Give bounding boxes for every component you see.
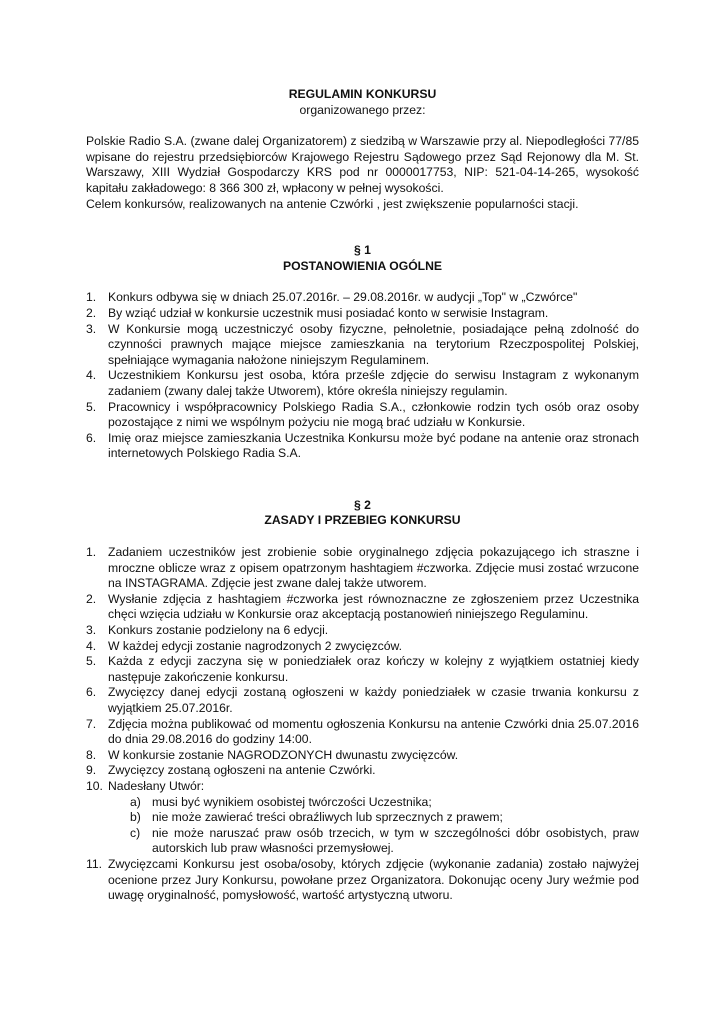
section-1-list <box>86 290 639 462</box>
list-item-text: Imię oraz miejsce zamieszkania Uczestnika Konkursu może być podane na antenie oraz stronach internetowych Polskiego Radia S.A. <box>108 430 639 461</box>
list-number: 9. <box>86 763 97 778</box>
intro-purpose-paragraph: Celem konkursów, realizowanych na antenie Czwórki , jest zwiększenie popularności stacji. <box>86 196 579 211</box>
list-item <box>86 545 639 592</box>
list-item-text: Pracownicy i współpracownicy Polskiego Radia S.A., członkowie rodzin tych osób oraz osoby pozostające z nimi we wspólnym pożyciu nie mogą brać udziału w Konkursie. <box>108 399 639 430</box>
sub-list-item <box>108 826 639 857</box>
section-2-number: § 2 <box>354 497 371 512</box>
sub-list-item <box>108 795 639 811</box>
list-item <box>86 592 639 623</box>
list-item <box>86 857 639 904</box>
list-number: 5. <box>86 654 97 669</box>
list-number: 1. <box>86 545 97 560</box>
section-2-list <box>86 545 639 904</box>
sub-list-letter: c) <box>130 825 141 840</box>
list-number: 3. <box>86 623 97 638</box>
sub-list-item <box>108 810 639 826</box>
list-item <box>86 322 639 369</box>
list-item-text: Uczestnikiem Konkursu jest osoba, która prześle zdjęcie do serwisu Instagram z wykonanym zadaniem (zwany dalej także Utworem), które określa niniejszy regulamin. <box>108 368 639 398</box>
document-subtitle: organizowanego przez: <box>299 102 426 117</box>
list-item <box>86 717 639 748</box>
list-number: 5. <box>86 399 97 414</box>
list-item <box>86 306 639 322</box>
list-item-text: Zwycięzcy zostaną ogłoszeni na antenie Czwórki. <box>108 763 376 778</box>
section-1-number: § 1 <box>354 243 371 258</box>
list-item-text: Zadaniem uczestników jest zrobienie sobie oryginalnego zdjęcia pokazującego ich straszne i mroczne oblicze wraz z opisem opatrzonym hashtagiem #czworka. Zdjęcie musi zostać wrzucone na INSTAGRAMA. Zdjęcie jest zwane dalej także utworem. <box>108 545 639 591</box>
list-item <box>86 290 639 306</box>
list-item-text: W Konkursie mogą uczestniczyć osoby fizyczne, pełnoletnie, posiadające pełną zdolność do czynności prawnych mające miejsce zamieszkania na terytorium Rzeczpospolitej Polskiej, spełniające wymagania nałożone niniejszym Regulaminem. <box>108 321 639 367</box>
list-item-text: Konkurs odbywa się w dniach 25.07.2016r. – 29.08.2016r. w audycji „Top" w „Czwórce" <box>108 290 578 305</box>
sub-list-item-text: nie może naruszać praw osób trzecich, w tym w szczególności dóbr osobistych, praw autorskich lub praw własności przemysłowej. <box>152 825 639 856</box>
list-number: 4. <box>86 368 97 383</box>
list-item <box>86 623 639 639</box>
list-item-text: Wysłanie zdjęcia z hashtagiem #czworka jest równoznaczne ze zgłoszeniem przez Uczestnika chęci wzięcia udziału w Konkursie oraz akceptacją postanowień niniejszego Regulaminu. <box>108 591 639 622</box>
sub-list <box>108 795 639 857</box>
list-item-text: W konkursie zostanie NAGRODZONYCH dwunastu zwycięzców. <box>108 747 459 762</box>
list-number: 1. <box>86 290 97 305</box>
list-item <box>86 400 639 431</box>
intro-organizer-paragraph: Polskie Radio S.A. (zwane dalej Organizatorem) z siedzibą w Warszawie przy al. Niepodległości 77/85 wpisane do rejestru przedsiębiorców Krajowego Rejestru Sądowego przez Sąd Rejonowy dla M. St. Warszawy, XIII Wydział Gospodarczy KRS pod nr 0000017753, NIP: 521-04-14-265, wysokość kapitału zakładowego: 8 366 300 zł, wpłacony w pełnej wysokości. <box>86 134 639 195</box>
list-number: 6. <box>86 685 97 700</box>
list-number: 10. <box>86 778 103 793</box>
list-number: 3. <box>86 321 97 336</box>
list-item <box>86 654 639 685</box>
document-page <box>86 87 639 904</box>
list-item <box>86 685 639 716</box>
list-item-text: Zwycięzcami Konkursu jest osoba/osoby, których zdjęcie (wykonanie zadania) zostało najwyżej ocenione przez Jury Konkursu, powołane przez Organizatora. Dokonując oceny Jury weźmie pod uwagę oryginalność, pomysłowość, wartość artystyczną utworu. <box>108 856 639 903</box>
list-number: 4. <box>86 638 97 653</box>
list-item <box>86 763 639 779</box>
sub-list-item-text: nie może zawierać treści obraźliwych lub sprzecznych z prawem; <box>152 810 503 825</box>
section-2-heading: ZASADY I PRZEBIEG KONKURSU <box>264 513 461 528</box>
sub-list-letter: a) <box>130 794 141 809</box>
list-item <box>86 639 639 655</box>
sub-list-item-text: musi być wynikiem osobistej twórczości Uczestnika; <box>152 794 432 809</box>
list-number: 6. <box>86 430 97 445</box>
list-item-text: Każda z edycji zaczyna się w poniedziałek oraz kończy w kolejny z wyjątkiem ostatniej kiedy następuje zakończenie konkursu. <box>108 654 639 684</box>
list-number: 2. <box>86 305 97 320</box>
list-number: 7. <box>86 716 97 731</box>
list-item-text: By wziąć udział w konkursie uczestnik musi posiadać konto w serwisie Instagram. <box>108 305 549 320</box>
list-number: 2. <box>86 591 97 606</box>
list-number: 11. <box>86 856 103 871</box>
sub-list-letter: b) <box>130 810 141 825</box>
document-title: REGULAMIN KONKURSU <box>288 87 437 101</box>
list-item <box>86 748 639 764</box>
list-item-text: W każdej edycji zostanie nagrodzonych 2 zwycięzców. <box>108 638 402 653</box>
list-item <box>86 368 639 399</box>
section-1-heading: POSTANOWIENIA OGÓLNE <box>282 258 443 273</box>
list-item <box>86 431 639 462</box>
list-item <box>86 779 639 857</box>
list-item-text: Konkurs zostanie podzielony na 6 edycji. <box>108 623 329 638</box>
list-item-text: Zwycięzcy danej edycji zostaną ogłoszeni w każdy poniedziałek w czasie trwania konkursu z wyjątkiem 25.07.2016r. <box>108 685 639 715</box>
list-item-text: Zdjęcia można publikować od momentu ogłoszenia Konkursu na antenie Czwórki dnia 25.07.2016 do dnia 29.08.2016 do godziny 14:00. <box>108 716 639 747</box>
list-number: 8. <box>86 747 97 762</box>
list-item-text: Nadesłany Utwór: <box>108 778 205 793</box>
